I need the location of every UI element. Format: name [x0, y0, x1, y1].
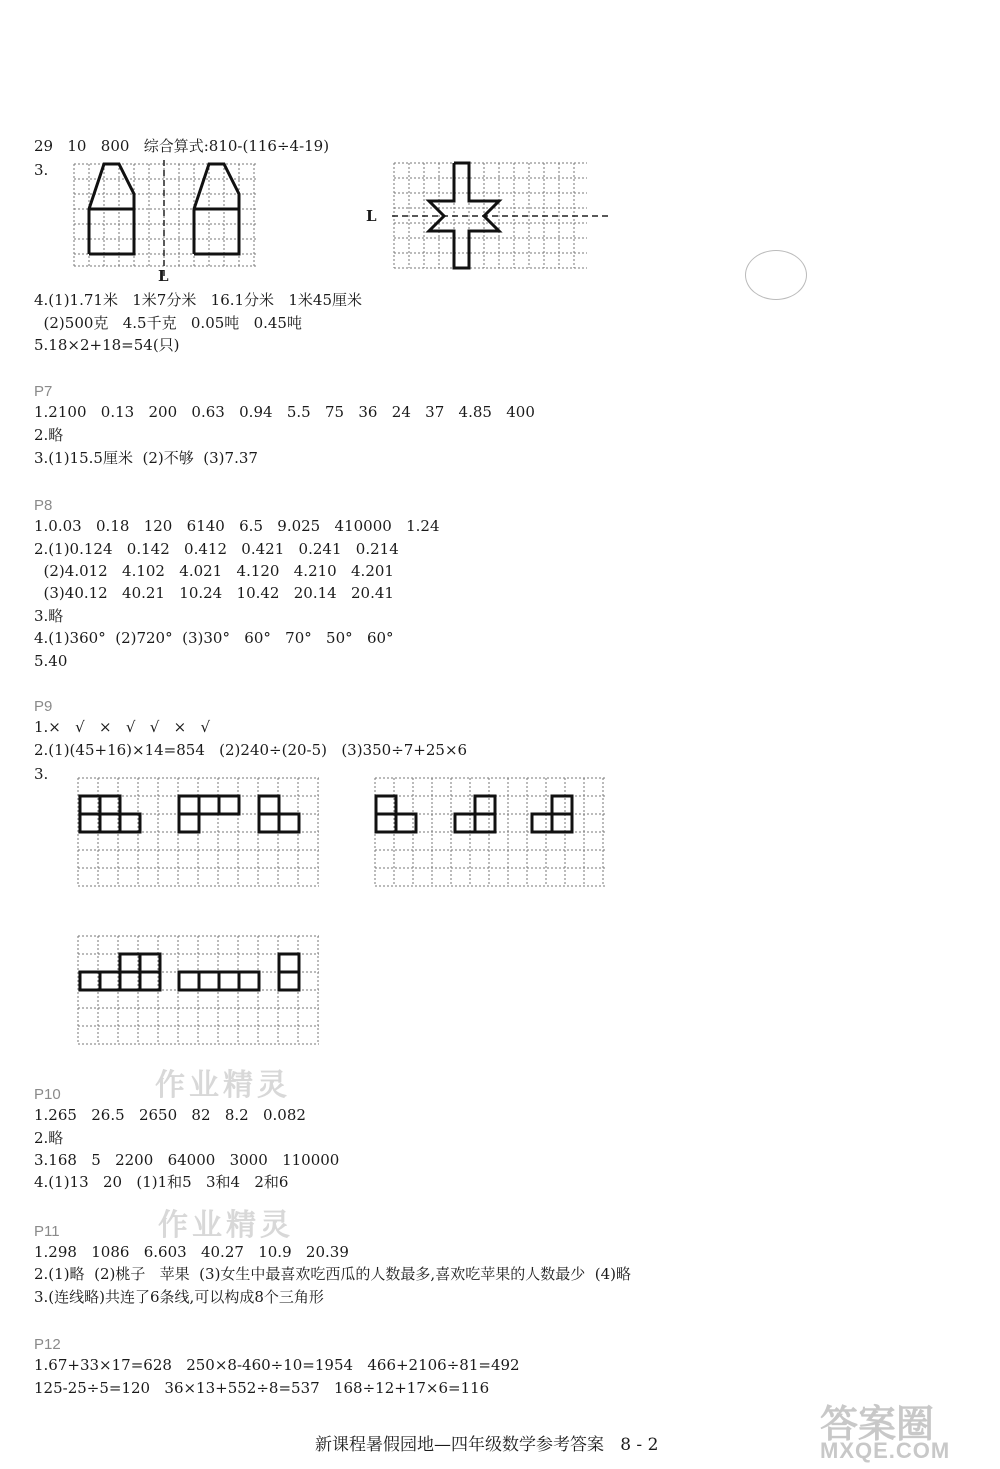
answer-line: 2.(1)(45+16)×14=854 (2)240÷(20-5) (3)350÷7+25×6 [34, 741, 468, 759]
answer-line: 1.× √ × √ √ × √ [34, 718, 211, 736]
answer-line: 2.略 [34, 426, 64, 444]
answer-line: 2.略 [34, 1129, 64, 1147]
answer-line: 4.(1)13 20 (1)1和5 3和4 2和6 [34, 1173, 289, 1191]
section-title: P10 [34, 1086, 61, 1103]
section-title: P9 [34, 698, 53, 715]
brand-url: MXQE.COM [820, 1438, 951, 1463]
watermark-text: 作业精灵 [158, 1209, 294, 1242]
axis-label-left: L [158, 267, 169, 285]
answer-line: 1.0.03 0.18 120 6140 6.5 9.025 410000 1.24 [34, 517, 440, 535]
section-title: P7 [34, 383, 53, 400]
section-title: P12 [34, 1336, 61, 1353]
answer-line: 5.40 [34, 652, 68, 670]
answer-line: 4.(1)360° (2)720° (3)30° 60° 70° 50° 60° [34, 629, 394, 647]
answer-line: 3.(1)15.5厘米 (2)不够 (3)7.37 [34, 449, 258, 467]
question-number: 3. [34, 765, 49, 783]
block-view-grid-b [373, 775, 613, 895]
block-view-grid-a [76, 775, 326, 895]
answer-line: 3.168 5 2200 64000 3000 110000 [34, 1151, 340, 1169]
answer-line: 29 10 800 综合算式:810-(116÷4-19) [34, 137, 330, 155]
watermark-text: 作业精灵 [155, 1069, 291, 1102]
answer-line: (2)500克 4.5千克 0.05吨 0.45吨 [34, 314, 302, 332]
block-view-grid-c [76, 933, 326, 1053]
answer-line: 1.298 1086 6.603 40.27 10.9 20.39 [34, 1243, 349, 1261]
symmetry-grid-figure-2 [392, 160, 614, 275]
axis-label-right: L [366, 207, 377, 225]
answer-line: 2.(1)略 (2)桃子 苹果 (3)女生中最喜欢吃西瓜的人数最多,喜欢吃苹果的人数最少 (4)略 [34, 1265, 631, 1283]
answer-line: 1.265 26.5 2650 82 8.2 0.082 [34, 1106, 306, 1124]
answer-line: (2)4.012 4.102 4.021 4.120 4.210 4.201 [34, 562, 394, 580]
answer-line: (3)40.12 40.21 10.24 10.42 20.14 20.41 [34, 584, 394, 602]
brand-logo-text: 答案圈 [820, 1404, 935, 1446]
question-number: 3. [34, 161, 49, 179]
section-title: P8 [34, 497, 53, 514]
answer-line: 1.67+33×17=628 250×8-460÷10=1954 466+2106÷81=492 [34, 1356, 520, 1374]
answer-line: 2.(1)0.124 0.142 0.412 0.421 0.241 0.214 [34, 540, 399, 558]
section-title: P11 [34, 1223, 60, 1240]
answer-line: 4.(1)1.71米 1米7分米 16.1分米 1米45厘米 [34, 291, 362, 309]
answer-line: 3.略 [34, 607, 64, 625]
answer-line: 1.2100 0.13 200 0.63 0.94 5.5 75 36 24 37 4.85 400 [34, 403, 535, 421]
page-footer: 新课程暑假园地—四年级数学参考答案 8 - 2 [315, 1435, 659, 1455]
stamp-seal [745, 250, 807, 300]
answer-line: 3.(连线略)共连了6条线,可以构成8个三角形 [34, 1288, 324, 1306]
answer-line: 5.18×2+18=54(只) [34, 336, 180, 354]
answer-line: 125-25÷5=120 36×13+552÷8=537 168÷12+17×6=116 [34, 1379, 490, 1397]
